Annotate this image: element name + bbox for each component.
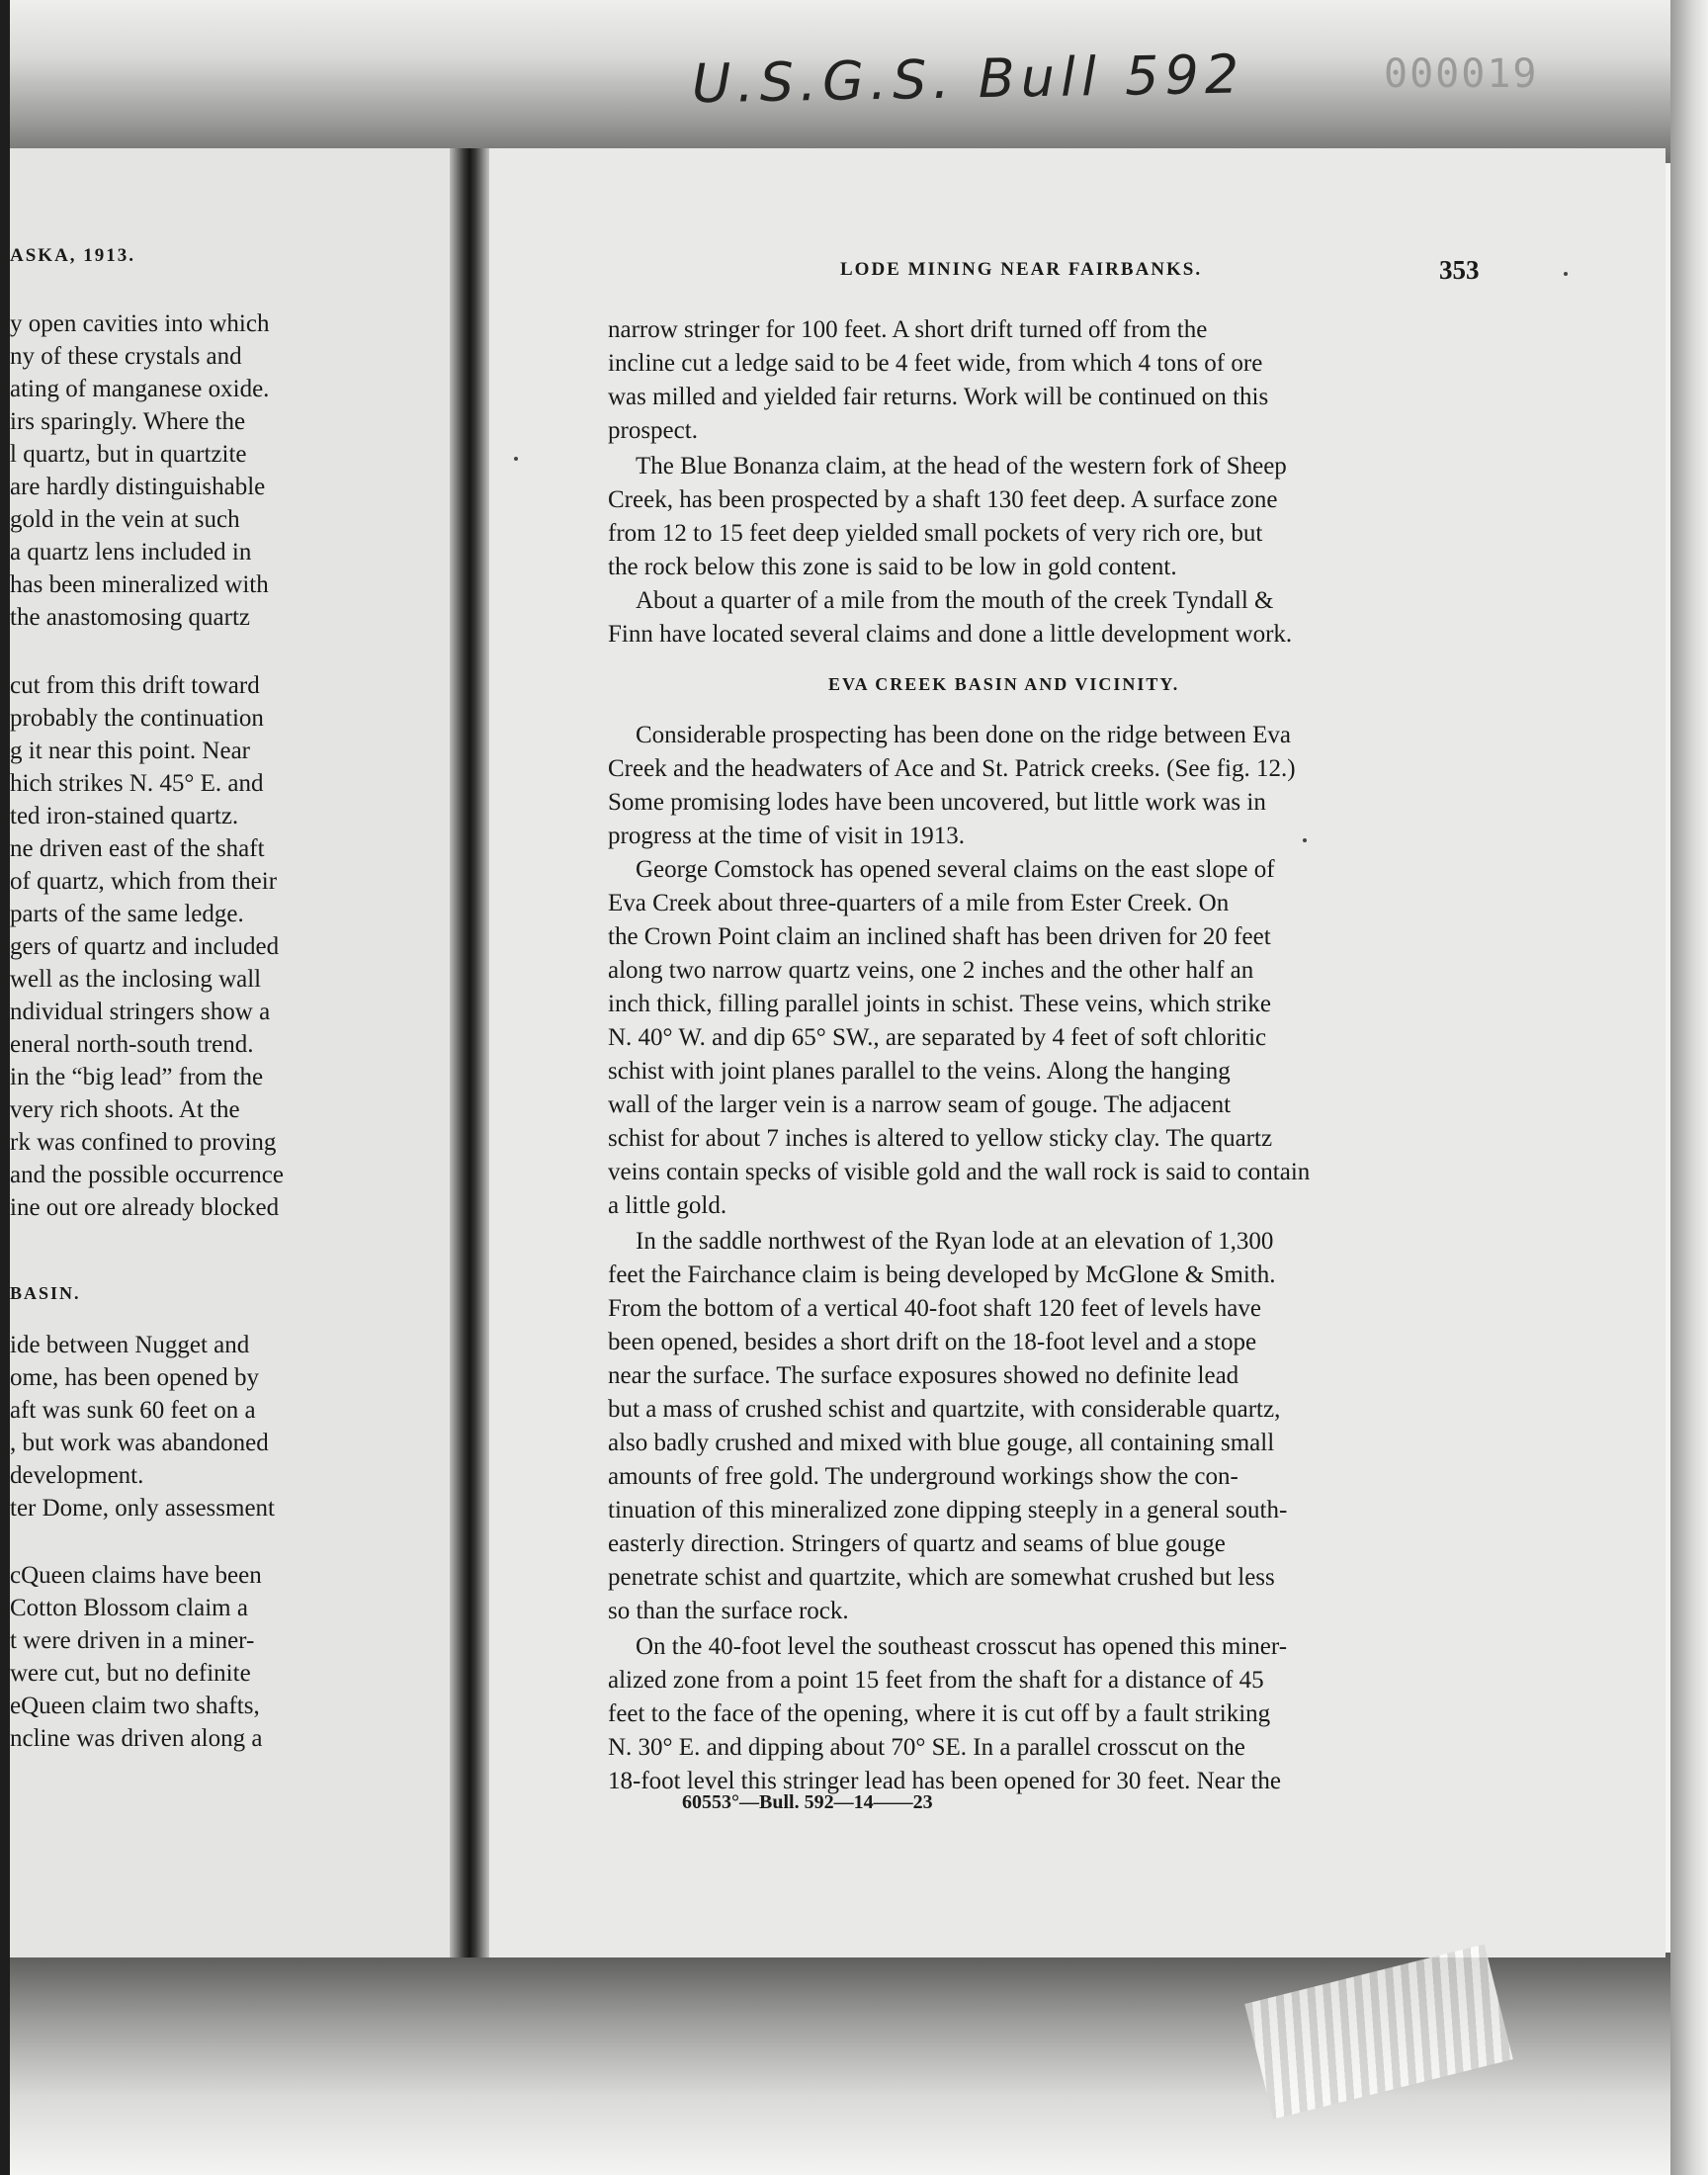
body-text-line: On the 40-foot level the southeast crosscut has opened this miner- [636,1633,1288,1660]
body-text-line: penetrate schist and quartzite, which are somewhat crushed but less [608,1564,1275,1591]
left-text-line: rk was confined to proving [10,1129,277,1156]
left-text-line: ter Dome, only assessment [10,1495,276,1522]
body-text-line: George Comstock has opened several claims on the east slope of [636,856,1275,883]
left-text-line: , but work was abandoned [10,1430,269,1456]
left-text-line: aft was sunk 60 feet on a [10,1397,256,1424]
body-text-line: so than the surface rock. [608,1598,849,1624]
right-page-text [479,0,1665,1977]
body-text-line: feet to the face of the opening, where it is cut off by a fault striking [608,1700,1271,1727]
left-running-head: ASKA, 1913. [10,245,136,266]
left-text-line: gers of quartz and included [10,933,280,960]
left-text-line: ome, has been opened by [10,1364,260,1391]
body-text-line: N. 30° E. and dipping about 70° SE. In a parallel crosscut on the [608,1734,1245,1761]
left-text-line: of quartz, which from their [10,868,278,895]
body-text-line: easterly direction. Stringers of quartz and seams of blue gouge [608,1530,1226,1557]
body-text-line: also badly crushed and mixed with blue gouge, all containing small [608,1430,1275,1456]
body-text-line: along two narrow quartz veins, one 2 inches and the other half an [608,957,1254,984]
body-text-line: amounts of free gold. The underground workings show the con- [608,1463,1238,1490]
section-head: EVA CREEK BASIN AND VICINITY. [828,674,1180,694]
left-text-line: parts of the same ledge. [10,901,244,927]
left-text-line: hich strikes N. 45° E. and [10,770,264,797]
signature-footer: 60553°—Bull. 592—14——23 [682,1791,933,1813]
body-text-line: Creek and the headwaters of Ace and St. Patrick creeks. (See fig. 12.) [608,755,1296,782]
body-text-line: a little gold. [608,1192,727,1219]
body-text-line: About a quarter of a mile from the mouth of the creek Tyndall & [636,587,1274,614]
left-text-line: l quartz, but in quartzite [10,441,247,468]
body-text-line: Some promising lodes have been uncovered, but little work was in [608,789,1266,816]
speck [1303,838,1307,842]
left-text-line: eQueen claim two shafts, [10,1693,260,1719]
scan-right-edge [1670,0,1708,2175]
left-text-line: in the “big lead” from the [10,1064,264,1090]
left-text-line: ny of these crystals and [10,343,242,370]
left-text-line: very rich shoots. At the [10,1096,240,1123]
left-text-line: y open cavities into which [10,310,270,337]
body-text-line: narrow stringer for 100 feet. A short drift turned off from the [608,316,1208,343]
body-text-line: inch thick, filling parallel joints in schist. These veins, which strike [608,991,1271,1017]
body-text-line: wall of the larger vein is a narrow seam of gouge. The adjacent [608,1091,1232,1118]
left-text-line: development. [10,1462,144,1489]
left-text-line: ted iron-stained quartz. [10,803,239,829]
left-text-line: ne driven east of the shaft [10,835,265,862]
body-text-line: incline cut a ledge said to be 4 feet wide, from which 4 tons of ore [608,350,1263,377]
left-text-line: has been mineralized with [10,571,269,598]
body-text-line: near the surface. The surface exposures showed no definite lead [608,1362,1239,1389]
body-text-line: Creek, has been prospected by a shaft 130 feet deep. A surface zone [608,486,1278,513]
left-text-line: ndividual stringers show a [10,999,271,1025]
body-text-line: alized zone from a point 15 feet from the shaft for a distance of 45 [608,1667,1264,1694]
left-text-line: cQueen claims have been [10,1562,262,1589]
body-text-line: N. 40° W. and dip 65° SW., are separated by 4 feet of soft chloritic [608,1024,1267,1051]
left-section-head: BASIN. [10,1283,81,1303]
left-text-line: ncline was driven along a [10,1725,263,1752]
left-text-line: ide between Nugget and [10,1332,250,1358]
body-text-line: progress at the time of visit in 1913. [608,823,966,849]
body-text-line: Finn have located several claims and done a little development work. [608,621,1293,648]
body-text-line: tinuation of this mineralized zone dipping steeply in a general south- [608,1497,1288,1523]
body-text-line: 18-foot level this stringer lead has been opened for 30 feet. Near the [608,1768,1281,1794]
body-text-line: was milled and yielded fair returns. Work will be continued on this [608,384,1269,410]
running-head: LODE MINING NEAR FAIRBANKS. [840,259,1203,280]
left-text-line: a quartz lens included in [10,539,252,566]
left-text-line: gold in the vein at such [10,506,240,533]
body-text-line: the Crown Point claim an inclined shaft has been driven for 20 feet [608,923,1271,950]
scan-left-edge [0,0,10,2175]
page-number: 353 [1439,255,1480,285]
body-text-line: from 12 to 15 feet deep yielded small pockets of very rich ore, but [608,520,1263,547]
speck [1564,272,1568,276]
stamp-number: 000019 [1384,51,1539,97]
left-text-line: and the possible occurrence [10,1162,284,1188]
left-text-line: eneral north-south trend. [10,1031,254,1058]
body-text-line: veins contain specks of visible gold and the wall rock is said to contain [608,1159,1311,1185]
body-text-line: Eva Creek about three-quarters of a mile from Ester Creek. On [608,890,1230,916]
left-text-line: cut from this drift toward [10,672,260,699]
body-text-line: Considerable prospecting has been done on the ridge between Eva [636,722,1291,748]
left-text-line: well as the inclosing wall [10,966,262,993]
left-text-line: probably the continuation [10,705,264,732]
left-text-line: were cut, but no definite [10,1660,251,1687]
left-text-line: ine out ore already blocked [10,1194,280,1221]
speck [514,457,518,461]
left-text-line: irs sparingly. Where the [10,408,246,435]
left-page-text [10,0,445,1977]
left-text-line: ating of manganese oxide. [10,376,270,402]
left-text-line: the anastomosing quartz [10,604,250,631]
body-text-line: schist for about 7 inches is altered to yellow sticky clay. The quartz [608,1125,1273,1152]
body-text-line: but a mass of crushed schist and quartzite, with considerable quartz, [608,1396,1281,1423]
body-text-line: the rock below this zone is said to be low in gold content. [608,554,1177,580]
handwritten-annotation: U.S.G.S. Bull 592 [691,43,1245,116]
left-text-line: g it near this point. Near [10,738,250,764]
left-text-line: t were driven in a miner- [10,1627,255,1654]
left-text-line: Cotton Blossom claim a [10,1595,248,1621]
body-text-line: feet the Fairchance claim is being developed by McGlone & Smith. [608,1262,1276,1288]
body-text-line: prospect. [608,417,698,444]
body-text-line: The Blue Bonanza claim, at the head of the western fork of Sheep [636,453,1287,479]
body-text-line: schist with joint planes parallel to the veins. Along the hanging [608,1058,1231,1085]
left-text-line: are hardly distinguishable [10,474,266,500]
body-text-line: In the saddle northwest of the Ryan lode at an elevation of 1,300 [636,1228,1274,1255]
body-text-line: been opened, besides a short drift on the 18-foot level and a stope [608,1329,1257,1355]
body-text-line: From the bottom of a vertical 40-foot shaft 120 feet of levels have [608,1295,1261,1322]
